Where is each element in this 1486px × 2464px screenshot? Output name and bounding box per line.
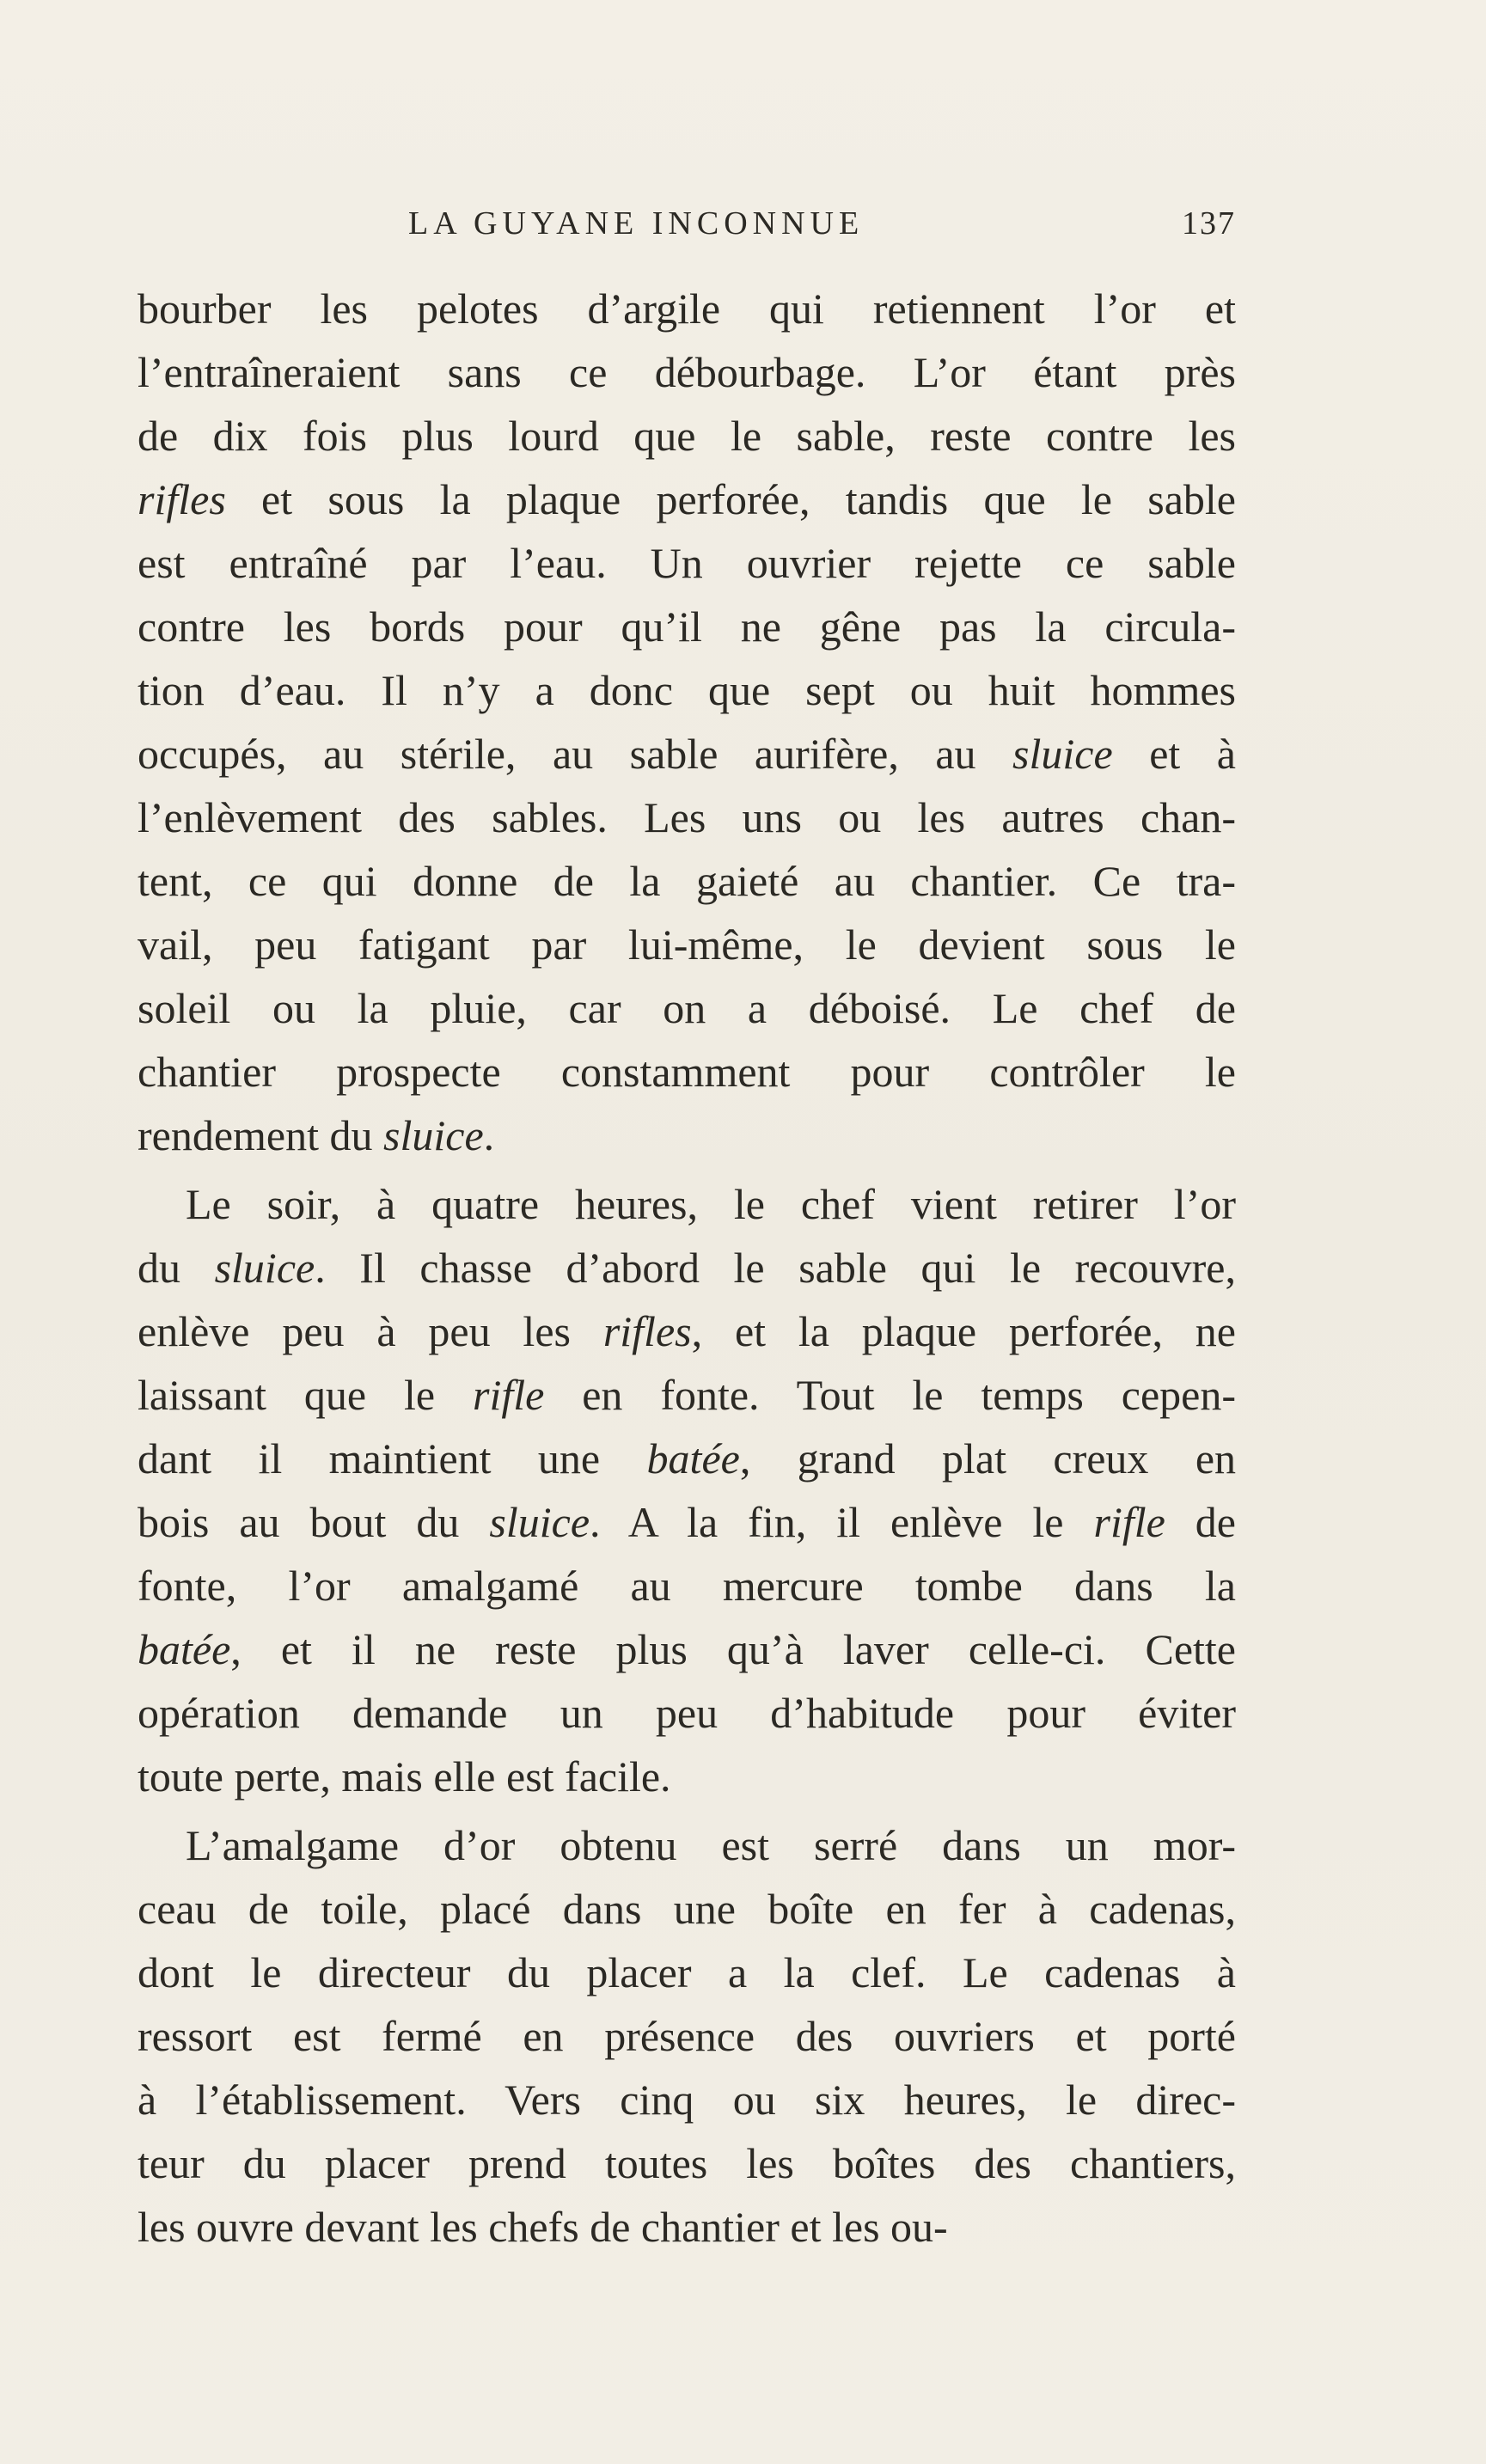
text-line: batée, et il ne reste plus qu’à laver celle-ci. Cette	[138, 1625, 1236, 1673]
text-line: rendement du sluice.	[138, 1111, 495, 1159]
text-line: est entraîné par l’eau. Un ouvrier rejette ce sable	[138, 539, 1236, 587]
text-line: de dix fois plus lourd que le sable, reste contre les	[138, 412, 1236, 460]
italic-term: rifles	[138, 475, 226, 523]
text-line: les ouvre devant les chefs de chantier et les ou-	[138, 2203, 948, 2251]
text-line: Le soir, à quatre heures, le chef vient retirer l’or	[186, 1180, 1236, 1228]
running-head	[138, 205, 1236, 256]
text-line: toute perte, mais elle est facile.	[138, 1752, 671, 1801]
italic-term: batée	[646, 1434, 740, 1483]
text-line: du sluice. Il chasse d’abord le sable qui le recouvre,	[138, 1244, 1237, 1292]
text-line: tent, ce qui donne de la gaieté au chantier. Ce tra-	[138, 857, 1236, 905]
body-text	[138, 277, 1236, 2259]
italic-term: sluice	[1012, 730, 1113, 778]
text-line: vail, peu fatigant par lui-même, le devient sous le	[138, 920, 1236, 969]
text-line: ressort est fermé en présence des ouvriers et porté	[138, 2012, 1236, 2060]
italic-term: rifle	[472, 1371, 545, 1419]
italic-term: batée	[138, 1625, 231, 1673]
paragraph	[138, 277, 1236, 1167]
text-line: l’entraîneraient sans ce débourbage. L’or étant près	[138, 348, 1236, 396]
italic-term: rifles	[602, 1307, 692, 1355]
text-line: bourber les pelotes d’argile qui retiennent l’or et	[138, 284, 1236, 333]
text-line: fonte, l’or amalgamé au mercure tombe dans la	[138, 1562, 1236, 1610]
text-line: opération demande un peu d’habitude pour éviter	[138, 1689, 1236, 1737]
italic-term: sluice	[489, 1498, 590, 1546]
running-head-title: LA GUYANE INCONNUE	[408, 205, 865, 242]
text-line: teur du placer prend toutes les boîtes des chantiers,	[138, 2139, 1236, 2187]
page-number: 137	[1182, 205, 1236, 242]
text-line: tion d’eau. Il n’y a donc que sept ou huit hommes	[138, 666, 1236, 714]
text-line: enlève peu à peu les rifles, et la plaque perforée, ne	[138, 1307, 1236, 1355]
text-line: contre les bords pour qu’il ne gêne pas la circula-	[138, 602, 1236, 651]
text-line: occupés, au stérile, au sable aurifère, au sluice et à	[138, 730, 1236, 778]
text-line: l’enlèvement des sables. Les uns ou les autres chan-	[138, 793, 1236, 841]
italic-term: rifle	[1093, 1498, 1165, 1546]
text-line: laissant que le rifle en fonte. Tout le temps cepen-	[138, 1371, 1236, 1419]
italic-term: sluice	[214, 1244, 315, 1292]
paragraph	[138, 1813, 1236, 2259]
text-line: bois au bout du sluice. A la fin, il enlève le rifle de	[138, 1498, 1236, 1546]
text-line: rifles et sous la plaque perforée, tandis que le sable	[138, 475, 1236, 523]
text-line: chantier prospecte constamment pour contrôler le	[138, 1048, 1236, 1096]
text-line: soleil ou la pluie, car on a déboisé. Le chef de	[138, 984, 1236, 1032]
text-line: à l’établissement. Vers cinq ou six heures, le direc-	[138, 2076, 1236, 2124]
italic-term: sluice	[383, 1111, 484, 1159]
text-line: ceau de toile, placé dans une boîte en fer à cadenas,	[138, 1885, 1236, 1933]
text-line: L’amalgame d’or obtenu est serré dans un mor-	[186, 1821, 1236, 1869]
paragraph	[138, 1172, 1236, 1808]
text-line: dant il maintient une batée, grand plat creux en	[138, 1434, 1237, 1483]
text-line: dont le directeur du placer a la clef. Le cadenas à	[138, 1948, 1236, 1996]
